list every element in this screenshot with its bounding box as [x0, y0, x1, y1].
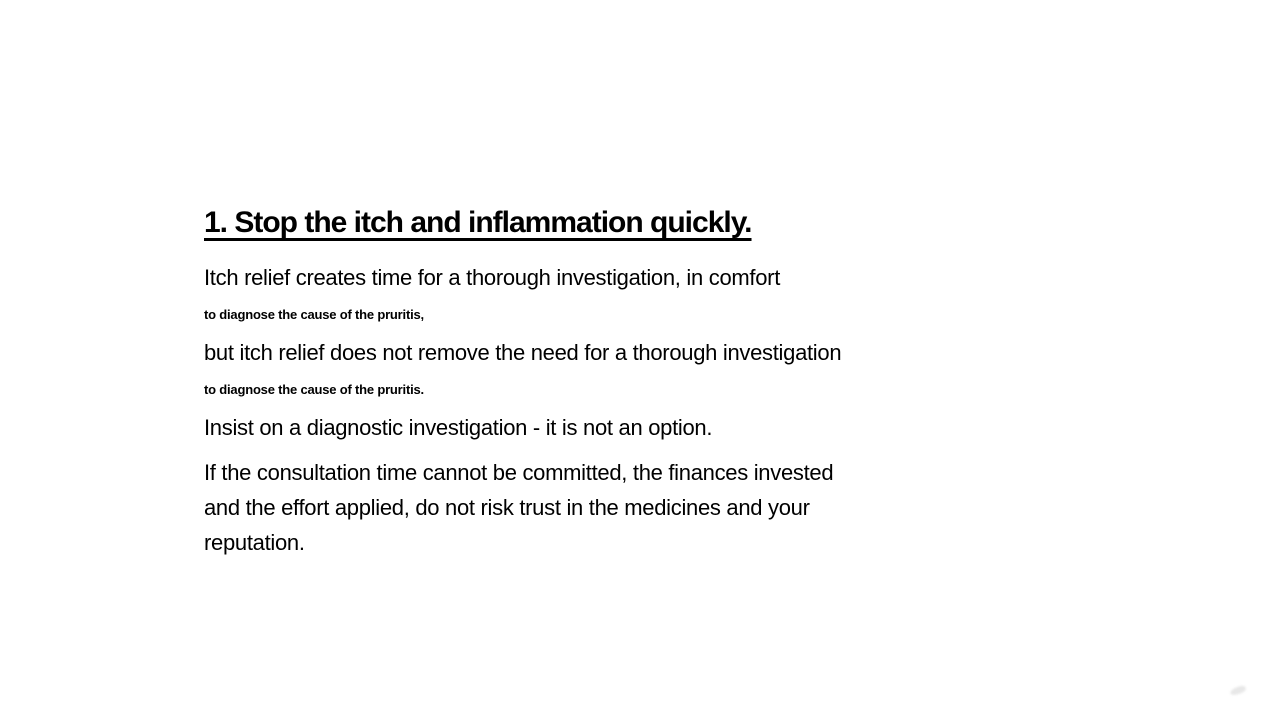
- paragraph-consultation-time-line-1: If the consultation time cannot be committed, the finances invested: [204, 460, 834, 485]
- paragraph-diagnose-cause-1: to diagnose the cause of the pruritis,: [204, 307, 424, 322]
- paragraph-consultation-time-line-2: and the effort applied, do not risk trust in the medicines and your: [204, 495, 810, 520]
- paragraph-itch-relief-comfort: Itch relief creates time for a thorough investigation, in comfort: [204, 265, 781, 290]
- paragraph-consultation-time-line-3: reputation.: [204, 530, 305, 555]
- slide-title: 1. Stop the itch and inflammation quickly.: [204, 206, 752, 239]
- paragraph-itch-relief-need: but itch relief does not remove the need for a thorough investigation: [204, 340, 842, 365]
- paragraph-insist-diagnostic: Insist on a diagnostic investigation - it is not an option.: [204, 415, 713, 440]
- paragraph-diagnose-cause-2: to diagnose the cause of the pruritis.: [204, 382, 424, 397]
- faint-smudge-mark: [1229, 685, 1246, 697]
- paragraph-consultation-time: [204, 455, 994, 560]
- slide-text-block: [204, 206, 994, 570]
